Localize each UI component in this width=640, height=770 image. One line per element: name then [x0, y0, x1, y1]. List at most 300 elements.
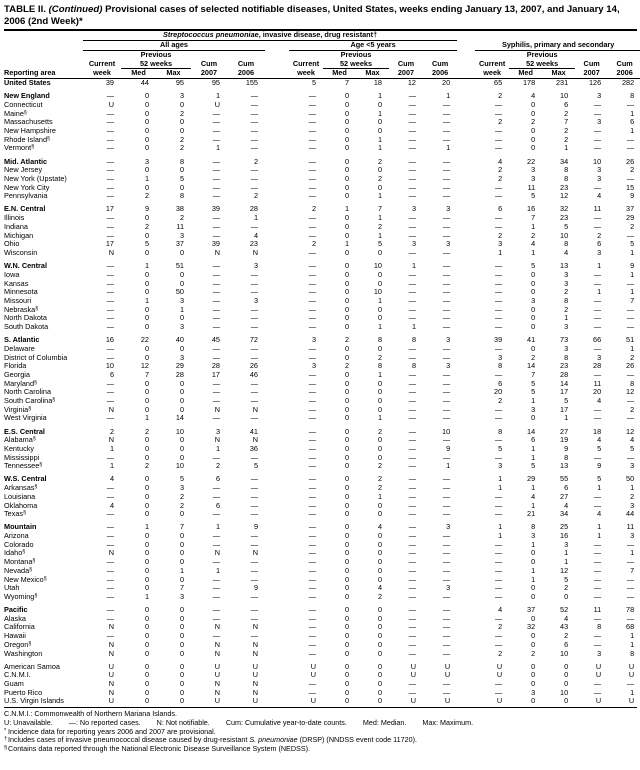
- cell-value: 6: [564, 99, 569, 109]
- cell-value: —: [626, 452, 635, 462]
- cell-value: 95: [175, 78, 184, 88]
- cell-value: 0: [344, 134, 349, 144]
- cell-value: 0: [344, 500, 349, 510]
- cell-value: 0: [344, 396, 349, 406]
- cell-value: —: [408, 648, 416, 658]
- cell-value: 1: [377, 413, 382, 423]
- cell-value: —: [593, 679, 602, 689]
- cell-value: 1: [377, 230, 382, 240]
- cell-value: 0: [344, 221, 349, 231]
- cell-value: 3: [498, 352, 503, 362]
- cell-value: 11: [593, 204, 602, 214]
- cell-value: 1: [564, 313, 569, 323]
- cell-value: 2: [377, 156, 382, 166]
- cell-value: —: [308, 396, 316, 406]
- cell-value: 29: [626, 213, 635, 223]
- table-row: [4, 240, 640, 249]
- cell-value: 0: [144, 531, 149, 541]
- cell-value: 1: [446, 143, 451, 153]
- cell-value: U: [410, 696, 416, 706]
- cell-value: 1: [564, 413, 569, 423]
- cell-value: 2: [377, 426, 382, 436]
- cell-value: 52: [560, 605, 569, 615]
- cell-value: —: [494, 687, 503, 697]
- cell-value: 0: [344, 565, 349, 575]
- group-spacer: [457, 671, 475, 680]
- cell-value: 0: [377, 126, 382, 136]
- cell-value: —: [442, 261, 451, 271]
- cell-value: 8: [564, 173, 569, 183]
- cell-value: 45: [211, 335, 220, 345]
- footnote-marker: §: [22, 549, 26, 556]
- cell-value: 5: [531, 461, 536, 471]
- cell-value: 0: [144, 343, 149, 353]
- cell-value: —: [442, 639, 451, 649]
- cell-value: 0: [144, 378, 149, 388]
- cell-value: —: [593, 369, 602, 379]
- cell-value: —: [308, 565, 316, 575]
- cell-value: 0: [344, 278, 349, 288]
- cell-value: 1: [144, 173, 149, 183]
- cell-value: 8: [411, 361, 416, 371]
- cell-value: —: [408, 91, 416, 101]
- cell-value: —: [212, 396, 220, 406]
- cell-value: —: [308, 269, 316, 279]
- cell-value: —: [626, 369, 635, 379]
- cell-value: 26: [249, 361, 258, 371]
- cell-value: —: [308, 221, 316, 231]
- cell-value: 0: [144, 648, 149, 658]
- cell-value: U: [444, 661, 451, 671]
- cell-value: 0: [344, 117, 349, 127]
- cell-value: 8: [377, 361, 382, 371]
- cell-value: —: [106, 396, 114, 406]
- cell-value: 12: [560, 565, 569, 575]
- row-label: West Virginia: [4, 413, 47, 423]
- group-spacer: [265, 584, 289, 593]
- cell-value: —: [106, 287, 114, 297]
- cell-value: 8: [498, 361, 503, 371]
- cell-value: U: [628, 661, 635, 671]
- cell-value: —: [593, 221, 602, 231]
- cell-value: 6: [630, 117, 635, 127]
- cell-value: 7: [144, 369, 149, 379]
- row-label: Puerto Rico: [4, 687, 43, 697]
- cell-value: —: [593, 404, 602, 414]
- cell-value: 5: [144, 239, 149, 249]
- cell-value: —: [308, 648, 316, 658]
- cell-value: 3: [564, 539, 569, 549]
- cell-value: 8: [564, 352, 569, 362]
- group-spacer: [265, 493, 289, 502]
- cell-value: 4: [377, 583, 382, 593]
- cell-value: —: [494, 613, 503, 623]
- cell-value: —: [212, 165, 220, 175]
- cell-value: 44: [626, 509, 635, 519]
- cell-value: 3: [179, 352, 184, 362]
- table-row: [4, 271, 640, 280]
- cell-value: —: [593, 574, 602, 584]
- cell-value: —: [212, 261, 220, 271]
- legend-item: Max: Maximum.: [422, 717, 474, 727]
- cell-value: 7: [531, 213, 536, 223]
- footnotes: [4, 710, 637, 755]
- group-header-age-under-5: Age <5 years: [289, 40, 457, 50]
- cell-value: 0: [344, 631, 349, 641]
- cell-value: 4: [597, 191, 602, 201]
- cell-value: 7: [377, 204, 382, 214]
- cell-value: —: [593, 548, 602, 558]
- cell-value: 73: [560, 335, 569, 345]
- cell-value: 1: [377, 143, 382, 153]
- cell-value: —: [308, 126, 316, 136]
- cell-value: —: [593, 452, 602, 462]
- cell-value: 0: [179, 531, 184, 541]
- group-spacer: [457, 454, 475, 463]
- cell-value: 1: [498, 531, 503, 541]
- cell-value: —: [308, 313, 316, 323]
- group-spacer: [457, 584, 475, 593]
- cell-value: —: [308, 304, 316, 314]
- cell-value: —: [212, 191, 220, 201]
- cell-value: —: [442, 387, 451, 397]
- cell-value: 1: [630, 126, 635, 136]
- cell-value: —: [494, 182, 503, 192]
- title-continued: (Continued): [48, 4, 103, 15]
- cell-value: 0: [144, 491, 149, 501]
- group-spacer: [265, 428, 289, 437]
- cell-value: —: [212, 613, 220, 623]
- cell-value: 20: [494, 387, 503, 397]
- cell-value: 3: [446, 361, 451, 371]
- cell-value: 0: [179, 670, 184, 680]
- cell-value: —: [494, 557, 503, 567]
- cell-value: 0: [179, 343, 184, 353]
- cell-value: —: [408, 134, 416, 144]
- cell-value: 3: [597, 648, 602, 658]
- cell-value: 11: [626, 522, 635, 532]
- cell-value: 6: [215, 500, 220, 510]
- cell-value: —: [408, 117, 416, 127]
- cell-value: 0: [144, 117, 149, 127]
- table-row: [4, 388, 640, 397]
- footnote-marker: §: [32, 558, 36, 565]
- cell-value: —: [212, 574, 220, 584]
- cell-value: —: [106, 322, 114, 332]
- cell-value: —: [408, 679, 416, 689]
- cell-value: 0: [344, 91, 349, 101]
- cell-value: —: [308, 443, 316, 453]
- cell-value: —: [308, 491, 316, 501]
- cell-value: 5: [564, 221, 569, 231]
- cell-value: 1: [144, 522, 149, 532]
- cell-value: 1: [597, 522, 602, 532]
- cell-value: 0: [179, 509, 184, 519]
- cell-value: —: [442, 631, 451, 641]
- table-row: [4, 118, 640, 127]
- cell-value: 2: [144, 221, 149, 231]
- cell-value: —: [408, 605, 416, 615]
- group-spacer: [265, 641, 289, 650]
- cell-value: —: [408, 156, 416, 166]
- cell-value: —: [308, 413, 316, 423]
- group-spacer: [265, 680, 289, 689]
- cell-value: —: [308, 322, 316, 332]
- cum-label-3a: Cum: [583, 59, 600, 69]
- cell-value: 0: [344, 639, 349, 649]
- cell-value: 0: [179, 548, 184, 558]
- cell-value: —: [442, 221, 451, 231]
- cell-value: 3: [630, 461, 635, 471]
- cell-value: —: [106, 313, 114, 323]
- cell-value: 14: [175, 413, 184, 423]
- cell-value: —: [106, 378, 114, 388]
- cell-value: 1: [344, 204, 349, 214]
- cell-value: —: [106, 269, 114, 279]
- cell-value: 2: [498, 396, 503, 406]
- cell-value: —: [442, 322, 451, 332]
- cell-value: 2: [377, 483, 382, 493]
- cell-value: 3: [531, 165, 536, 175]
- cell-value: —: [626, 583, 635, 593]
- cell-value: —: [106, 574, 114, 584]
- cell-value: —: [442, 134, 451, 144]
- asterisk-marker: *: [4, 727, 7, 734]
- cell-value: U: [628, 696, 635, 706]
- cell-value: 3: [498, 461, 503, 471]
- table-row: [4, 297, 640, 306]
- cell-value: 3: [215, 426, 220, 436]
- cell-value: 0: [179, 687, 184, 697]
- cell-value: 0: [377, 548, 382, 558]
- table-row: [4, 623, 640, 632]
- cell-value: 0: [344, 452, 349, 462]
- cell-value: —: [106, 452, 114, 462]
- cell-value: N: [214, 404, 220, 414]
- row-label: Nevada§: [4, 565, 33, 575]
- row-label: Georgia: [4, 369, 30, 379]
- cell-value: —: [494, 313, 503, 323]
- table-row: [4, 158, 640, 167]
- 52weeks-label-1: 52 weeks: [121, 60, 191, 69]
- week-label-3: week: [475, 69, 509, 79]
- cell-value: U: [595, 670, 602, 680]
- cell-value: N: [252, 679, 258, 689]
- cell-value: 39: [211, 204, 220, 214]
- cell-value: 2: [498, 91, 503, 101]
- row-label: Mississippi: [4, 452, 40, 462]
- cell-value: 37: [527, 605, 536, 615]
- cell-value: 5: [630, 443, 635, 453]
- cell-value: 12: [140, 361, 149, 371]
- cell-value: 0: [531, 134, 536, 144]
- previous-label-1: Previous: [140, 49, 172, 59]
- row-label: New Jersey: [4, 165, 43, 175]
- cell-value: —: [250, 108, 258, 118]
- cell-value: 25: [560, 522, 569, 532]
- cell-value: N: [108, 548, 114, 558]
- current-label-1: Current: [88, 59, 116, 69]
- cell-value: U: [595, 696, 602, 706]
- cell-value: 3: [597, 248, 602, 257]
- cell-value: 1: [144, 413, 149, 423]
- cell-value: 0: [344, 648, 349, 658]
- cell-value: 10: [560, 91, 569, 101]
- row-label: Colorado: [4, 539, 34, 549]
- cell-value: —: [212, 343, 220, 353]
- cell-value: 4: [597, 435, 602, 445]
- cell-value: 10: [442, 426, 451, 436]
- group-spacer: [265, 454, 289, 463]
- cell-value: 2: [253, 156, 258, 166]
- cell-value: 2: [179, 134, 184, 144]
- cell-value: 41: [527, 335, 536, 345]
- cell-value: 0: [344, 696, 349, 706]
- table-row: [4, 249, 640, 258]
- cell-value: —: [442, 343, 451, 353]
- group-spacer: [265, 445, 289, 454]
- cell-value: 0: [344, 182, 349, 192]
- cell-value: 3: [531, 173, 536, 183]
- cell-value: 0: [531, 696, 536, 706]
- cell-value: 0: [144, 143, 149, 153]
- cell-value: —: [593, 278, 602, 288]
- cell-value: 0: [531, 631, 536, 641]
- cell-value: —: [250, 509, 258, 519]
- table-row: [4, 314, 640, 323]
- cell-value: 1: [377, 134, 382, 144]
- cell-value: 36: [249, 443, 258, 453]
- cell-value: 0: [344, 404, 349, 414]
- y2007-label-1: 2007: [191, 69, 227, 79]
- group-spacer: [457, 297, 475, 306]
- table-row: [4, 288, 640, 297]
- cell-value: N: [108, 248, 114, 257]
- cell-value: 0: [179, 99, 184, 109]
- cell-value: 2: [377, 461, 382, 471]
- cell-value: 0: [344, 531, 349, 541]
- cell-value: —: [308, 91, 316, 101]
- cell-value: —: [593, 134, 602, 144]
- cell-value: —: [308, 191, 316, 201]
- cell-value: 2: [179, 143, 184, 153]
- cell-value: 0: [564, 696, 569, 706]
- cell-value: 0: [344, 548, 349, 558]
- cell-value: 4: [630, 435, 635, 445]
- cell-value: 50: [626, 474, 635, 484]
- cell-value: —: [408, 483, 416, 493]
- cell-value: 5: [531, 378, 536, 388]
- cell-value: 1: [215, 565, 220, 575]
- cell-value: 17: [560, 404, 569, 414]
- cell-value: 0: [144, 622, 149, 632]
- group-spacer: [265, 462, 289, 471]
- cell-value: 27: [560, 491, 569, 501]
- cell-value: —: [106, 221, 114, 231]
- cell-value: 12: [560, 191, 569, 201]
- table-row: [4, 671, 640, 680]
- cell-value: 0: [144, 474, 149, 484]
- cell-value: —: [250, 378, 258, 388]
- group-spacer: [457, 445, 475, 454]
- cell-value: —: [212, 230, 220, 240]
- cell-value: 0: [531, 287, 536, 297]
- cell-value: N: [108, 679, 114, 689]
- cell-value: 126: [588, 78, 602, 88]
- group-spacer: [457, 205, 475, 214]
- row-label: Kansas: [4, 278, 29, 288]
- table-row: [4, 523, 640, 532]
- group-spacer: [265, 336, 289, 345]
- cell-value: 0: [144, 631, 149, 641]
- cell-value: 0: [531, 413, 536, 423]
- cell-value: —: [106, 591, 114, 601]
- cell-value: 2: [344, 361, 349, 371]
- row-label: Rhode Island§: [4, 134, 50, 144]
- cell-value: 9: [144, 204, 149, 214]
- cell-value: —: [308, 295, 316, 305]
- group-spacer: [457, 136, 475, 145]
- cell-value: 0: [144, 230, 149, 240]
- cell-value: —: [106, 352, 114, 362]
- cell-value: 2: [179, 491, 184, 501]
- cell-value: 1: [377, 213, 382, 223]
- cell-value: —: [494, 322, 503, 332]
- cell-value: 4: [109, 500, 114, 510]
- cell-value: 2: [630, 165, 635, 175]
- cell-value: —: [308, 605, 316, 615]
- table-row: [4, 484, 640, 493]
- cell-value: —: [442, 509, 451, 519]
- group-spacer: [457, 663, 475, 672]
- cell-value: —: [408, 378, 416, 388]
- cell-value: 8: [564, 295, 569, 305]
- cell-value: 3: [597, 117, 602, 127]
- cell-value: 1: [630, 248, 635, 257]
- cell-value: 4: [377, 522, 382, 532]
- cell-value: N: [214, 639, 220, 649]
- table-row: [4, 92, 640, 101]
- cell-value: —: [250, 165, 258, 175]
- cell-value: 4: [597, 396, 602, 406]
- cell-value: N: [108, 639, 114, 649]
- cell-value: 0: [344, 352, 349, 362]
- cell-value: —: [308, 461, 316, 471]
- cell-value: 0: [377, 99, 382, 109]
- cell-value: 0: [377, 531, 382, 541]
- group-spacer: [265, 671, 289, 680]
- cell-value: 0: [344, 591, 349, 601]
- cell-value: 0: [531, 583, 536, 593]
- cell-value: —: [212, 531, 220, 541]
- cell-value: —: [593, 631, 602, 641]
- cell-value: —: [308, 574, 316, 584]
- cell-value: —: [250, 352, 258, 362]
- group-spacer: [265, 127, 289, 136]
- table-row: [4, 345, 640, 354]
- cell-value: 3: [446, 239, 451, 249]
- cell-value: N: [214, 687, 220, 697]
- cell-value: —: [250, 591, 258, 601]
- footnote-dagger-species: S. pneumoniae: [249, 735, 298, 745]
- cell-value: —: [250, 452, 258, 462]
- cell-value: —: [408, 474, 416, 484]
- cell-value: 0: [564, 670, 569, 680]
- cell-value: N: [252, 404, 258, 414]
- cell-value: —: [442, 287, 451, 297]
- cell-value: 3: [531, 404, 536, 414]
- cell-value: —: [106, 557, 114, 567]
